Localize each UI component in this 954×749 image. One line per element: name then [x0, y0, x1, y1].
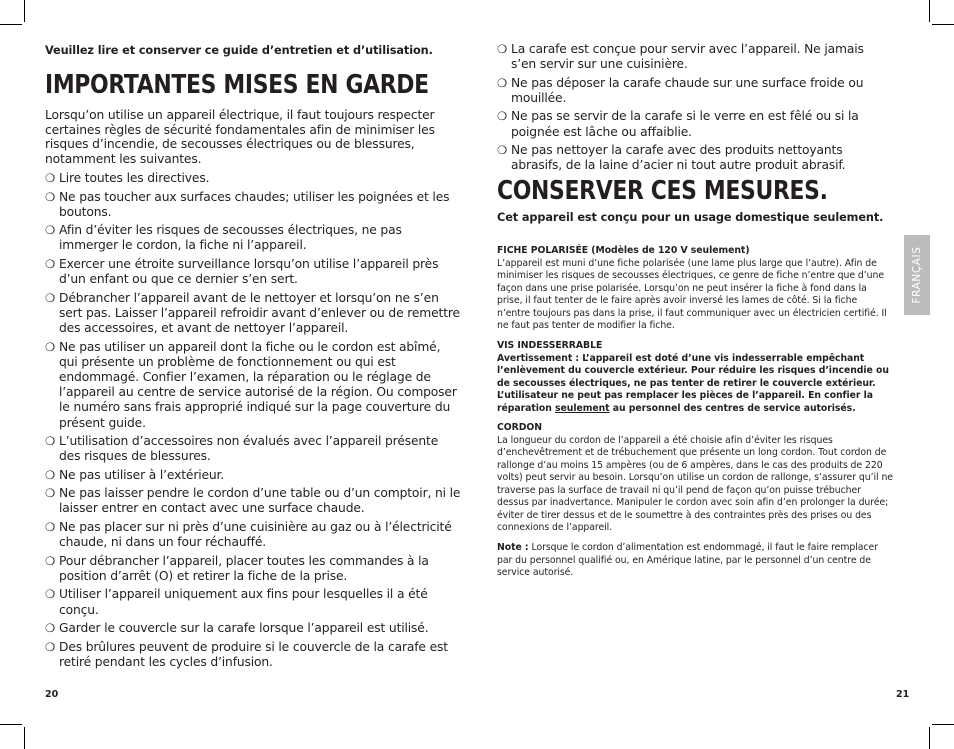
- bullet-circle-icon: ❍: [45, 486, 56, 501]
- list-item: [45, 257, 461, 287]
- list-item-text: Débrancher l’appareil avant de le nettoyer et lorsqu’on ne s’en sert pas. Laisser l’appareil refroidir avant d’enlever ou de remettre des accessoires, et avant de nettoyer l’appareil.: [59, 290, 460, 336]
- list-item: [45, 486, 461, 516]
- list-item: [45, 468, 461, 483]
- list-item: [497, 143, 875, 173]
- intro-paragraph: Lorsqu’on utilise un appareil électrique, il faut toujours respecter certaines règles de sécurité fondamentales afin de minimiser les risques d’incendie, de secousses électriques ou de blessures, notamment les suivantes.: [45, 108, 435, 166]
- list-item-text: Exercer une étroite surveillance lorsqu’on utilise l’appareil près d’un enfant ou que ce dernier s’en sert.: [59, 256, 439, 287]
- list-item-text: Utiliser l’appareil uniquement aux fins pour lesquelles il a été conçu.: [59, 587, 428, 617]
- bullet-circle-icon: ❍: [45, 171, 56, 185]
- list-item: [45, 554, 461, 584]
- bullet-circle-icon: ❍: [45, 639, 56, 654]
- page-number: 21: [896, 689, 910, 700]
- underlined-word: seulement: [555, 402, 610, 414]
- carafe-list: [497, 42, 875, 177]
- crop-mark: [929, 727, 930, 749]
- bullet-circle-icon: ❍: [45, 339, 56, 354]
- crop-mark: [0, 724, 22, 725]
- section-title: FICHE POLARISÉE (Modèles de 120 V seulement): [497, 245, 750, 256]
- bullet-circle-icon: ❍: [45, 467, 56, 482]
- list-item: [497, 76, 875, 106]
- list-item: [497, 42, 875, 72]
- list-item-text: Lire toutes les directives.: [59, 171, 210, 185]
- bullet-circle-icon: ❍: [45, 587, 56, 602]
- list-item: [45, 190, 461, 220]
- section-title: VIS INDESSERRABLE: [497, 340, 603, 351]
- section-body: L’appareil est muni d’une fiche polarisée (une lame plus large que l’autre). Afin de minimiser les risques de secousses électriques, ce genre de fiche n’entre que d’une façon dans une prise polarisée. Lorsqu’on ne peut insérer la fiche à fond dans la prise, il faut tenter de le faire après avoir inversé les lames de côté. Si la fiche n’entre toujours pas dans la prise, il faut communiquer avec un électricien certifié. Il ne faut pas tenter de modifier la fiche.: [497, 257, 887, 331]
- section-title: CORDON: [497, 422, 542, 433]
- bullet-circle-icon: ❍: [45, 189, 56, 204]
- list-item-text: Ne pas déposer la carafe chaude sur une surface froide ou mouillée.: [511, 75, 864, 105]
- list-item: [45, 640, 461, 670]
- list-item-text: La carafe est conçue pour servir avec l’appareil. Ne jamais s’en servir sur une cuisinière.: [511, 42, 864, 72]
- warning-text-end: au personnel des centres de service autorisés.: [609, 402, 856, 414]
- crop-mark: [24, 727, 25, 749]
- note-text: Lorsque le cordon d’alimentation est endommagé, il faut le faire remplacer par du personnel qualifié ou, en Amérique latine, par le personnel d’un centre de service autorisé.: [497, 542, 878, 578]
- list-item-text: Ne pas utiliser un appareil dont la fiche ou le cordon est abîmé, qui présente un problème de fonctionnement ou qui est endommagé. Confier l’examen, la réparation ou le réglage de l’appareil au centre de service autorisé de la région. Ou composer le numéro sans frais approprié indiqué sur la page couverture du présent guide.: [59, 339, 457, 430]
- list-item: [45, 434, 461, 464]
- bullet-circle-icon: ❍: [497, 75, 508, 90]
- page-heading: IMPORTANTES MISES EN GARDE: [45, 70, 429, 100]
- crop-mark: [24, 0, 25, 22]
- bullet-circle-icon: ❍: [45, 621, 56, 636]
- crop-mark: [932, 24, 954, 25]
- language-tab: [904, 235, 930, 315]
- crop-mark: [929, 0, 930, 22]
- crop-mark: [932, 724, 954, 725]
- polarized-plug-section: [497, 245, 893, 333]
- list-item-text: Ne pas placer sur ni près d’une cuisinière au gaz ou à l’électricité chaude, ni dans un four réchauffé.: [59, 519, 452, 550]
- list-item-text: Afin d’éviter les risques de secousses électriques, ne pas immerger le cordon, la fiche ni l’appareil.: [59, 223, 402, 253]
- bullet-circle-icon: ❍: [45, 290, 56, 305]
- bullet-circle-icon: ❍: [45, 519, 56, 534]
- list-item: [45, 171, 461, 186]
- note-section: [497, 542, 893, 580]
- list-item: [45, 223, 461, 253]
- bullet-circle-icon: ❍: [497, 42, 508, 56]
- page-number: 20: [45, 689, 59, 700]
- language-tab-label: FRANÇAIS: [911, 246, 923, 304]
- list-item-text: Ne pas laisser pendre le cordon d’une table ou d’un comptoir, ni le laisser entrer en contact avec une surface chaude.: [59, 486, 461, 516]
- note-label: Note :: [497, 542, 529, 553]
- tamper-screw-section: [497, 340, 893, 415]
- list-item-text: Garder le couvercle sur la carafe lorsque l’appareil est utilisé.: [59, 621, 429, 636]
- bullet-circle-icon: ❍: [45, 553, 56, 568]
- list-item-text: Pour débrancher l’appareil, placer toutes les commandes à la position d’arrêt (O) et retirer la fiche de la prise.: [59, 553, 429, 583]
- list-item: [45, 340, 461, 431]
- list-item-text: Ne pas se servir de la carafe si le verre en est fêlé ou si la poignée est lâche ou affaiblie.: [511, 109, 859, 139]
- warning-label: Avertissement :: [497, 352, 580, 364]
- list-item-text: Ne pas nettoyer la carafe avec des produits nettoyants abrasifs, de la laine d’acier ni tout autre produit abrasif.: [511, 143, 846, 173]
- bullet-circle-icon: ❍: [45, 223, 56, 238]
- crop-mark: [0, 24, 22, 25]
- save-instructions-heading: CONSERVER CES MESURES.: [497, 176, 828, 206]
- household-use-subheading: Cet appareil est conçu pour un usage domestique seulement.: [497, 211, 884, 224]
- section-body: [497, 353, 893, 416]
- list-item: [45, 520, 461, 550]
- safeguards-list: [45, 171, 461, 673]
- bullet-circle-icon: ❍: [45, 256, 56, 271]
- list-item: [45, 587, 461, 617]
- intro-bold-text: Veuillez lire et conserver ce guide d’entretien et d’utilisation.: [45, 44, 433, 57]
- bullet-circle-icon: ❍: [497, 143, 508, 158]
- cord-section: [497, 422, 893, 535]
- list-item-text: L’utilisation d’accessoires non évalués avec l’appareil présente des risques de blessures.: [59, 434, 439, 464]
- list-item-text: Des brûlures peuvent de produire si le couvercle de la carafe est retiré pendant les cycles d’infusion.: [59, 639, 448, 669]
- list-item: [497, 109, 875, 139]
- list-item-text: Ne pas toucher aux surfaces chaudes; utiliser les poignées et les boutons.: [59, 189, 450, 219]
- list-item: [45, 621, 461, 636]
- section-body: La longueur du cordon de l’appareil a été choisie afin d’éviter les risques d’enchevêtrement et de trébuchement que présente un long cordon. Tout cordon de rallonge d’au moins 15 ampères (ou de 6 ampères, dans le cas des produits de 220 volts) peut servir au besoin. Lorsqu’on utilise un cordon de rallonge, s’assurer qu’il ne traverse pas la surface de travail ni qu’il pend de façon qu’on puisse trébucher dessus par inadvertance. Manipuler le cordon avec soin afin d’en prolonger la durée; éviter de tirer dessus et de le soumettre à des contraintes près des prises ou des connexions de l’appareil.: [497, 434, 893, 533]
- list-item: [45, 291, 461, 337]
- list-item-text: Ne pas utiliser à l’extérieur.: [59, 467, 225, 482]
- bullet-circle-icon: ❍: [45, 434, 56, 449]
- warning-text: L’appareil est doté d’une vis indesserrable empêchant l’enlèvement du couvercle extérieur. Pour réduire les risques d’incendie ou de secousses électriques, ne pas tenter de retirer le couvercle extérieur. L’utilisateur ne peut pas remplacer les pièces de l’appareil. En confier la réparation: [497, 352, 889, 414]
- bullet-circle-icon: ❍: [497, 109, 508, 124]
